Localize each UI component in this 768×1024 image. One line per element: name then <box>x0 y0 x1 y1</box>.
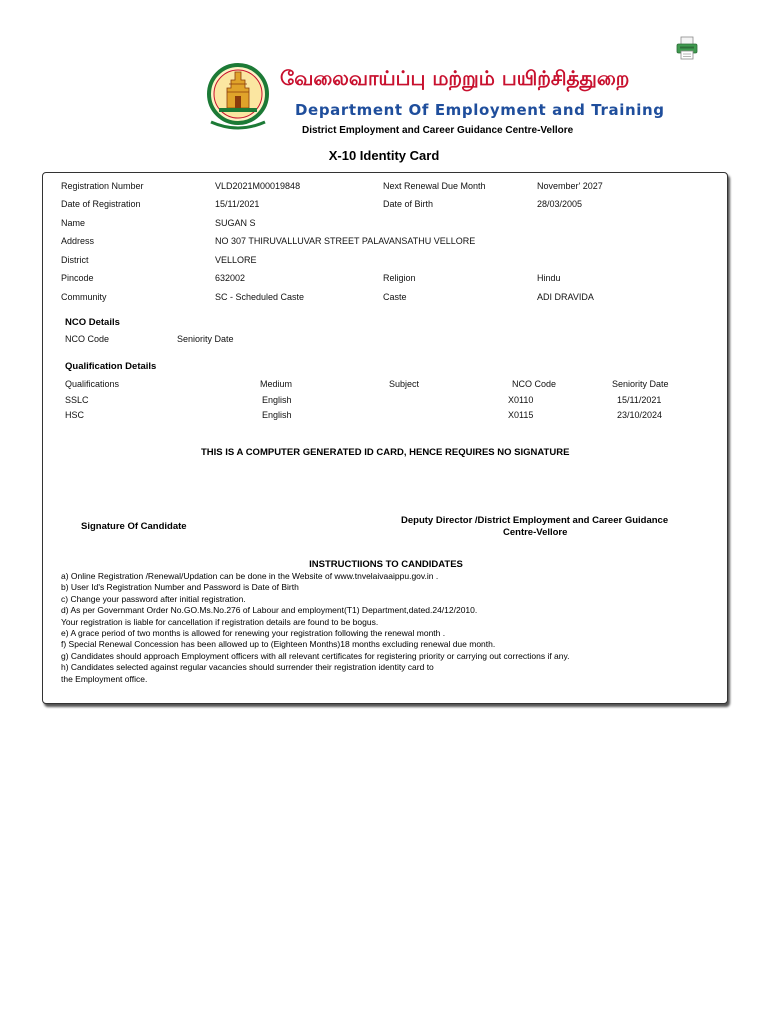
nco-code-label: NCO Code <box>65 334 110 344</box>
pincode-label: Pincode <box>61 273 94 283</box>
qualification-row-1-qualification: SSLC <box>65 395 89 405</box>
date-of-birth-value: 28/03/2005 <box>537 199 583 209</box>
instruction-item: the Employment office. <box>61 673 148 684</box>
instruction-item: c) Change your password after initial registration. <box>61 593 246 604</box>
registration-number-label: Registration Number <box>61 181 144 191</box>
qualification-row-1-seniority-date: 15/11/2021 <box>617 395 662 405</box>
tamil-nadu-emblem <box>205 62 271 132</box>
computer-generated-notice: THIS IS A COMPUTER GENERATED ID CARD, HENCE REQUIRES NO SIGNATURE <box>201 447 570 458</box>
qualification-header-seniority-date: Seniority Date <box>612 379 669 389</box>
community-label: Community <box>61 292 107 302</box>
address-label: Address <box>61 236 95 246</box>
officer-signature-line1: Deputy Director /District Employment and Career Guidance <box>401 515 669 526</box>
district-label: District <box>61 255 89 265</box>
card-title: X-10 Identity Card <box>328 148 440 163</box>
qualification-row-1-nco-code: X0110 <box>508 395 534 405</box>
instruction-item: b) User Id's Registration Number and Password is Date of Birth <box>61 582 299 593</box>
nco-seniority-label: Seniority Date <box>177 334 234 344</box>
qualification-header-qualifications: Qualifications <box>65 379 120 389</box>
name-value: SUGAN S <box>215 218 256 228</box>
date-of-registration-value: 15/11/2021 <box>215 199 260 209</box>
qualification-header-medium: Medium <box>260 379 293 389</box>
instruction-item: g) Candidates should approach Employment officers with all relevant certificates for registering priority or carrying out corrections if any. <box>61 650 570 661</box>
qualification-row-2-medium: English <box>262 410 292 420</box>
district-value: VELLORE <box>215 255 257 265</box>
instruction-item: Your registration is liable for cancellation if registration details are found to be bogus. <box>61 616 379 627</box>
candidate-signature-label: Signature Of Candidate <box>81 521 187 532</box>
qualification-header-nco-code: NCO Code <box>512 379 557 389</box>
qualification-row-2-seniority-date: 23/10/2024 <box>617 410 663 420</box>
instruction-item: e) A grace period of two months is allowed for renewing your registration following the renewal month . <box>61 628 446 639</box>
caste-value: ADI DRAVIDA <box>537 292 594 302</box>
officer-signature-line2: Centre-Vellore <box>503 527 568 538</box>
instruction-item: h) Candidates selected against regular vacancies should surrender their registration identity card to <box>61 662 434 673</box>
community-value: SC - Scheduled Caste <box>215 292 305 302</box>
name-label: Name <box>61 218 86 228</box>
instruction-item: a) Online Registration /Renewal/Updation can be done in the Website of www.tnvelaivaaippu.gov.in . <box>61 571 439 581</box>
caste-label: Caste <box>383 292 407 302</box>
instruction-item: f) Special Renewal Concession has been allowed up to (Eighteen Months)18 months excluding renewal due month. <box>61 639 496 650</box>
instruction-item: d) As per Governmant Order No.GO.Ms.No.276 of Labour and employment(T1) Department,dated.24/12/2010. <box>61 605 478 616</box>
qualification-header-subject: Subject <box>389 379 420 389</box>
department-title: Department Of Employment and Training <box>295 101 665 119</box>
centre-title: District Employment and Career Guidance Centre-Vellore <box>302 125 574 136</box>
instructions-list <box>61 571 721 685</box>
qualification-details-heading: Qualification Details <box>65 361 157 372</box>
instructions-title: INSTRUCTIIONS TO CANDIDATES <box>309 559 463 570</box>
qualification-row-1-medium: English <box>262 395 292 405</box>
registration-number-value: VLD2021M00019848 <box>215 181 301 191</box>
religion-label: Religion <box>383 273 416 283</box>
nco-details-heading: NCO Details <box>65 317 120 328</box>
next-renewal-value: November' 2027 <box>537 181 603 191</box>
pincode-value: 632002 <box>215 273 246 283</box>
date-of-registration-label: Date of Registration <box>61 199 141 209</box>
religion-value: Hindu <box>537 273 561 283</box>
address-value: NO 307 THIRUVALLUVAR STREET PALAVANSATHU VELLORE <box>215 236 476 246</box>
date-of-birth-label: Date of Birth <box>383 199 434 209</box>
tamil-department-title: வேலைவாய்ப்பு மற்றும் பயிற்சித்துறை <box>280 66 630 90</box>
qualification-row-2-nco-code: X0115 <box>508 410 534 420</box>
printer-icon[interactable] <box>676 36 698 60</box>
identity-card <box>42 172 728 704</box>
qualification-row-2-qualification: HSC <box>65 410 85 420</box>
next-renewal-label: Next Renewal Due Month <box>383 181 486 191</box>
